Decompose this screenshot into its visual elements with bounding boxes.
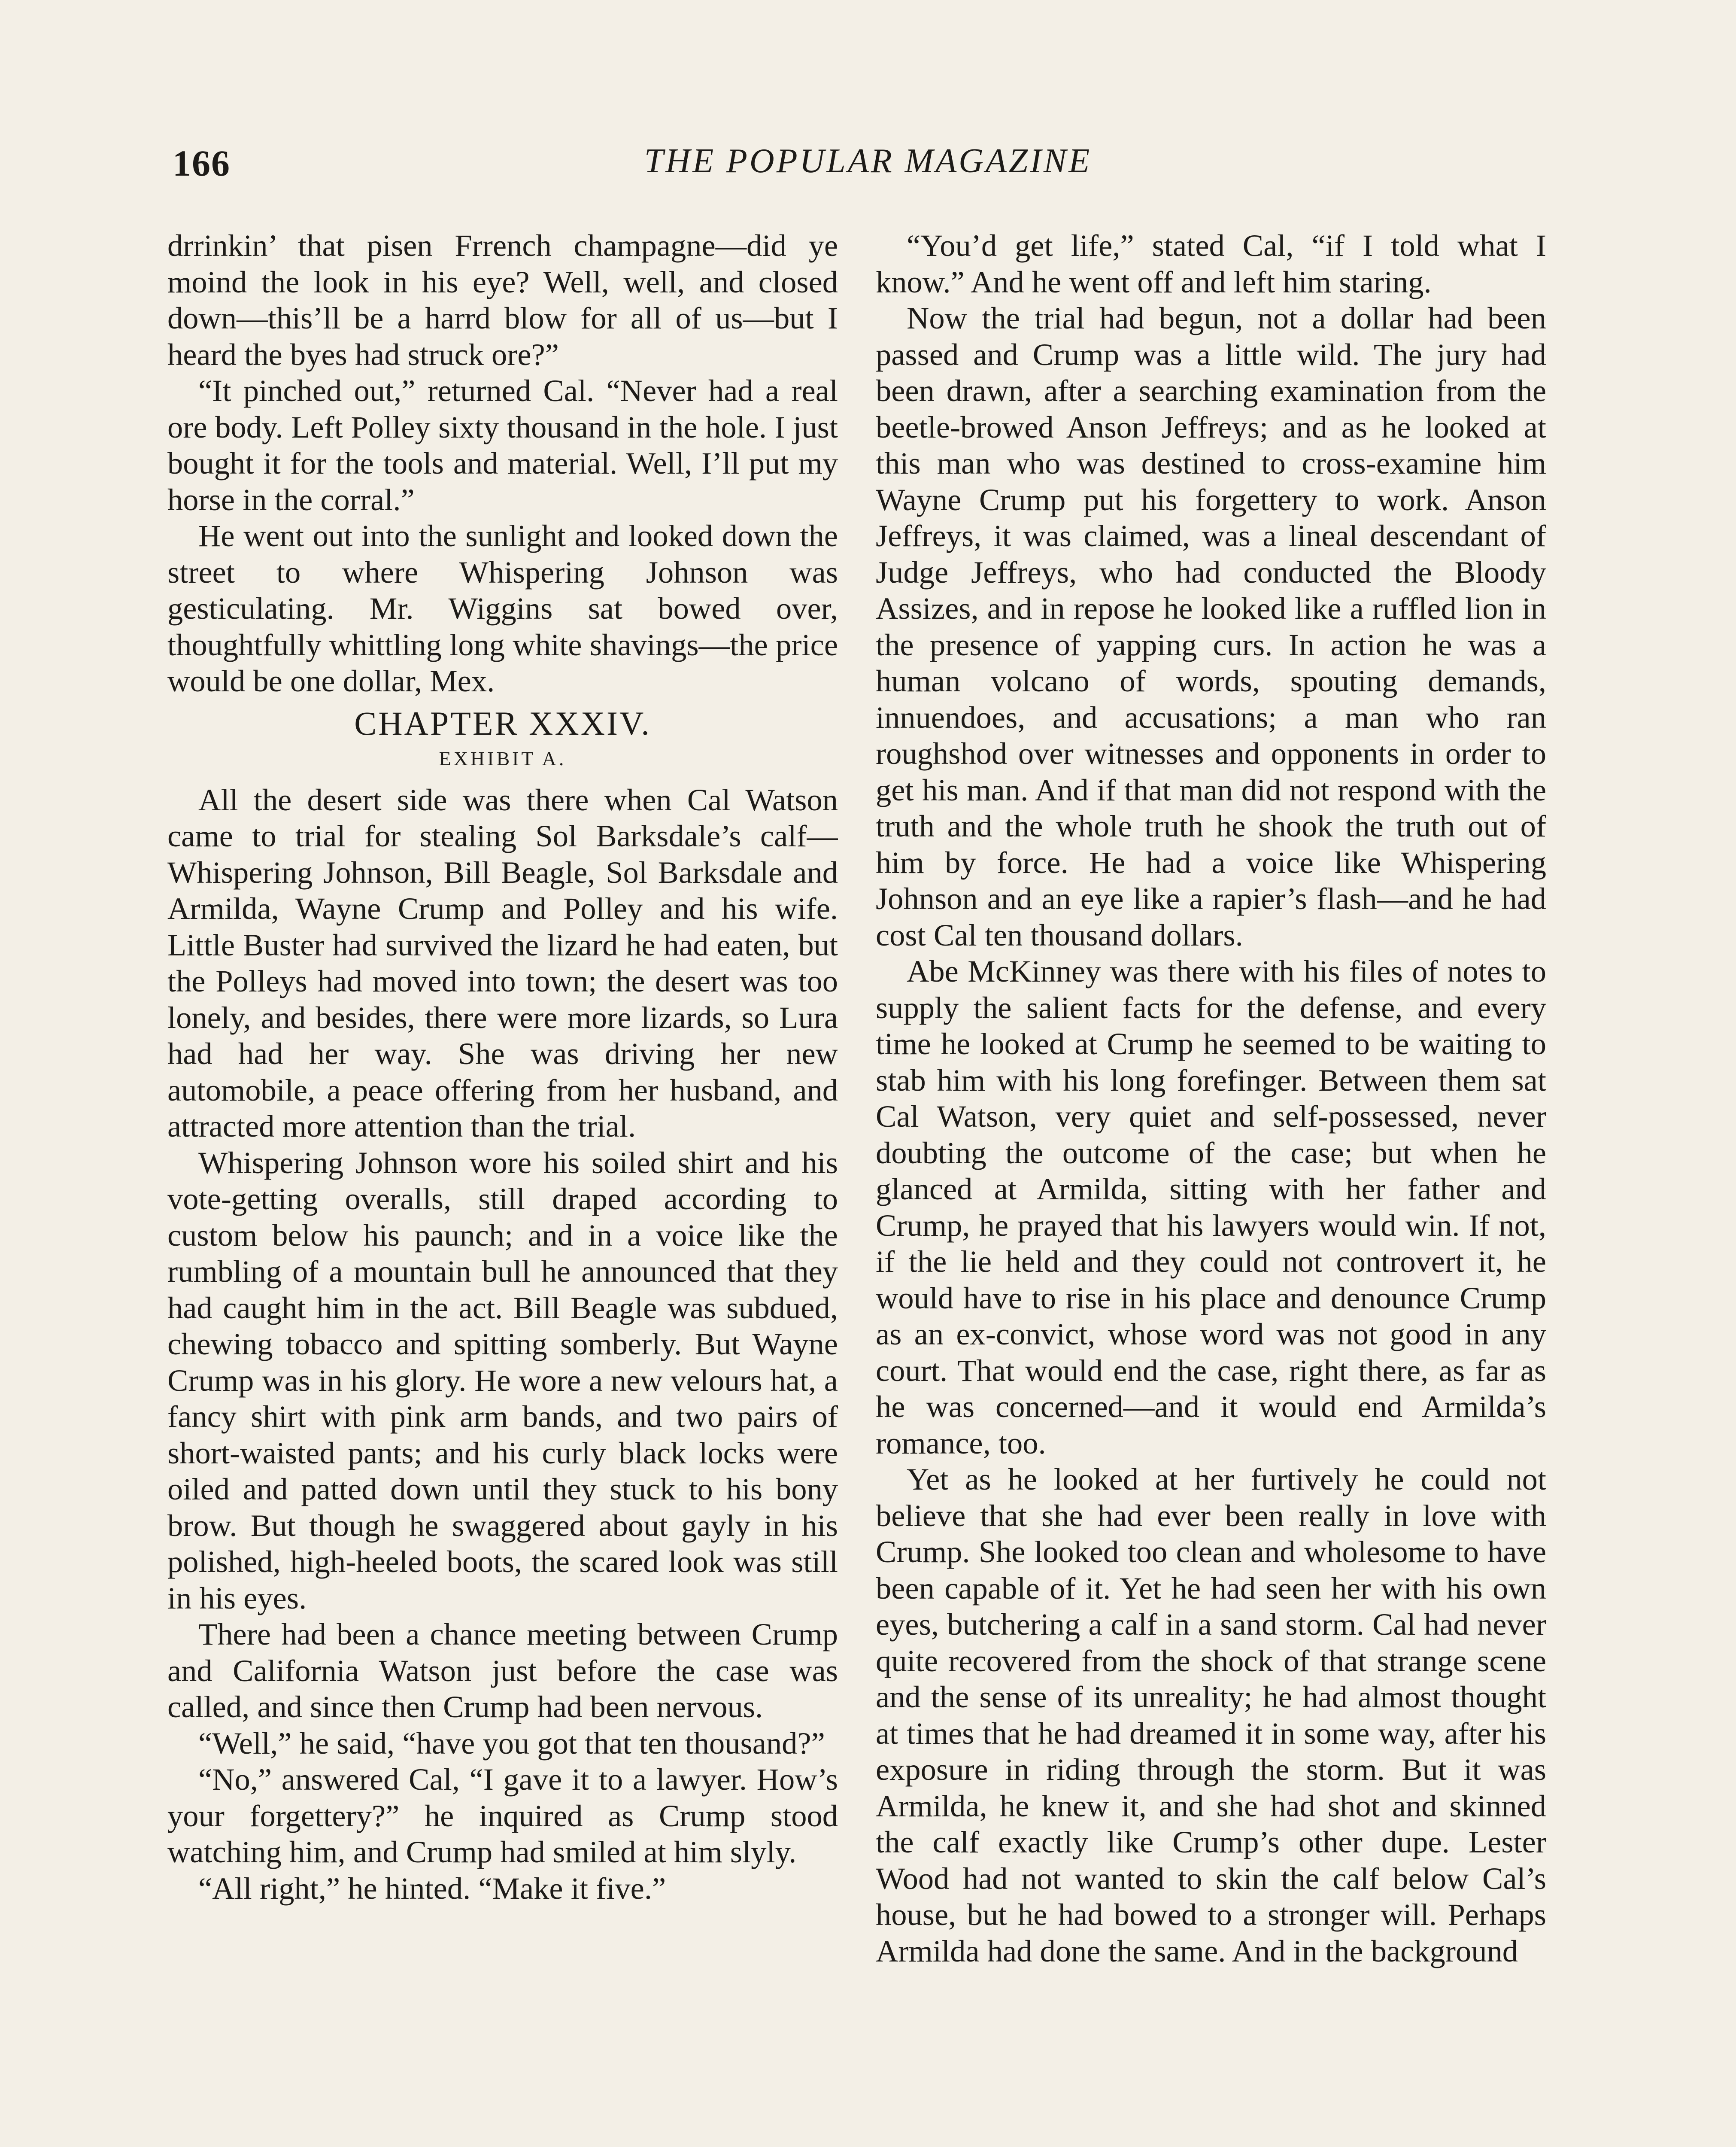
paragraph: Whispering Johnson wore his soiled shirt and his vote-getting overalls, still draped according to custom below his paunch; and in a voice like the rumbling of a mountain bull he announced that they had caught him in the act. Bill Beagle was subdued, chewing tobacco and spitting somberly. But Wayne Crump was in his glory. He wore a new velours hat, a fancy shirt with pink arm bands, and two pairs of short-waisted pants; and his curly black locks were oiled and patted down until they stuck to his bony brow. But though he swaggered about gayly in his polished, high-heeled boots, the scared look was still in his eyes.	[167, 1145, 838, 1615]
paragraph: “You’d get life,” stated Cal, “if I told what I know.” And he went off and left him staring.	[876, 228, 1546, 299]
paragraph: He went out into the sunlight and looked down the street to where Whispering Johnson was gesticulating. Mr. Wiggins sat bowed over, thoughtfully whittling long white shavings—the price would be one dollar, Mex.	[167, 518, 838, 698]
paragraph: “All right,” he hinted. “Make it five.”	[198, 1870, 666, 1906]
paragraph: All the desert side was there when Cal Watson came to trial for stealing Sol Barksdale’s calf—Whispering Johnson, Bill Beagle, Sol Barksdale and Armilda, Wayne Crump and Polley and his wife. Little Buster had survived the lizard he had eaten, but the Polleys had moved into town; the desert was too lonely, and besides, there were more lizards, so Lura had had her way. She was driving her new automobile, a peace offering from her husband, and attracted more attention than the trial.	[167, 782, 838, 1143]
paragraph: Abe McKinney was there with his files of notes to supply the salient facts for the defense, and every time he looked at Crump he seemed to be waiting to stab him with his long forefinger. Between them sat Cal Watson, very quiet and self-possessed, never doubting the outcome of the case; but when he glanced at Armilda, sitting with her father and Crump, he prayed that his lawyers would win. If not, if the lie held and they could not controvert it, he would have to rise in his place and denounce Crump as an ex-convict, whose word was not good in any court. That would end the case, right there, as far as he was concerned—and it would end Armilda’s romance, too.	[876, 954, 1546, 1460]
paragraph: “It pinched out,” returned Cal. “Never had a real ore body. Left Polley sixty thousand in the hole. I just bought it for the tools and material. Well, I’ll put my horse in the corral.”	[167, 373, 838, 517]
page-number: 166	[173, 143, 231, 184]
paragraph: Yet as he looked at her furtively he could not believe that she had ever been really in love with Crump. She looked too clean and wholesome to have been capable of it. Yet he had seen her with his own eyes, butchering a calf in a sand storm. Cal had never quite recovered from the shock of that strange scene and the sense of its unreality; he had almost thought at times that he had dreamed it in some way, after his exposure in riding through the storm. But it was Armilda, he knew it, and she had shot and skinned the calf exactly like Crump’s other dupe. Lester Wood had not wanted to skin the calf below Cal’s house, but he had bowed to a stronger will. Perhaps Armilda had done the same. And in the background	[876, 1462, 1546, 1968]
paragraph: drrinkin’ that pisen Frrench champagne—did ye moind the look in his eye? Well, well, and closed down—this’ll be a harrd blow for all of us—but I heard the byes had struck ore?”	[167, 228, 838, 372]
paragraph: “Well,” he said, “have you got that ten thousand?”	[198, 1725, 825, 1761]
page-header	[167, 142, 1569, 202]
left-column	[167, 228, 838, 2147]
chapter-subtitle: EXHIBIT A.	[439, 747, 567, 769]
chapter-heading: CHAPTER XXXIV.	[354, 704, 651, 742]
right-column	[876, 228, 1546, 2147]
paragraph: Now the trial had begun, not a dollar had been passed and Crump was a little wild. The jury had been drawn, after a searching examination from the beetle-browed Anson Jeffreys; and as he looked at this man who was destined to cross-examine him Wayne Crump put his forgettery to work. Anson Jeffreys, it was claimed, was a lineal descendant of Judge Jeffreys, who had conducted the Bloody Assizes, and in repose he looked like a ruffled lion in the presence of yapping curs. In action he was a human volcano of words, spouting demands, innuendoes, and accusations; a man who ran roughshod over witnesses and opponents in order to get his man. And if that man did not respond with the truth and the whole truth he shook the truth out of him by force. He had a voice like Whispering Johnson and an eye like a rapier’s flash—and he had cost Cal ten thousand dollars.	[876, 301, 1546, 952]
running-title: THE POPULAR MAGAZINE	[644, 142, 1092, 180]
paragraph: “No,” answered Cal, “I gave it to a lawyer. How’s your forgettery?” he inquired as Crump stood watching him, and Crump had smiled at him slyly.	[167, 1762, 838, 1869]
paragraph: There had been a chance meeting between Crump and California Watson just before the case was called, and since then Crump had been nervous.	[167, 1617, 838, 1724]
